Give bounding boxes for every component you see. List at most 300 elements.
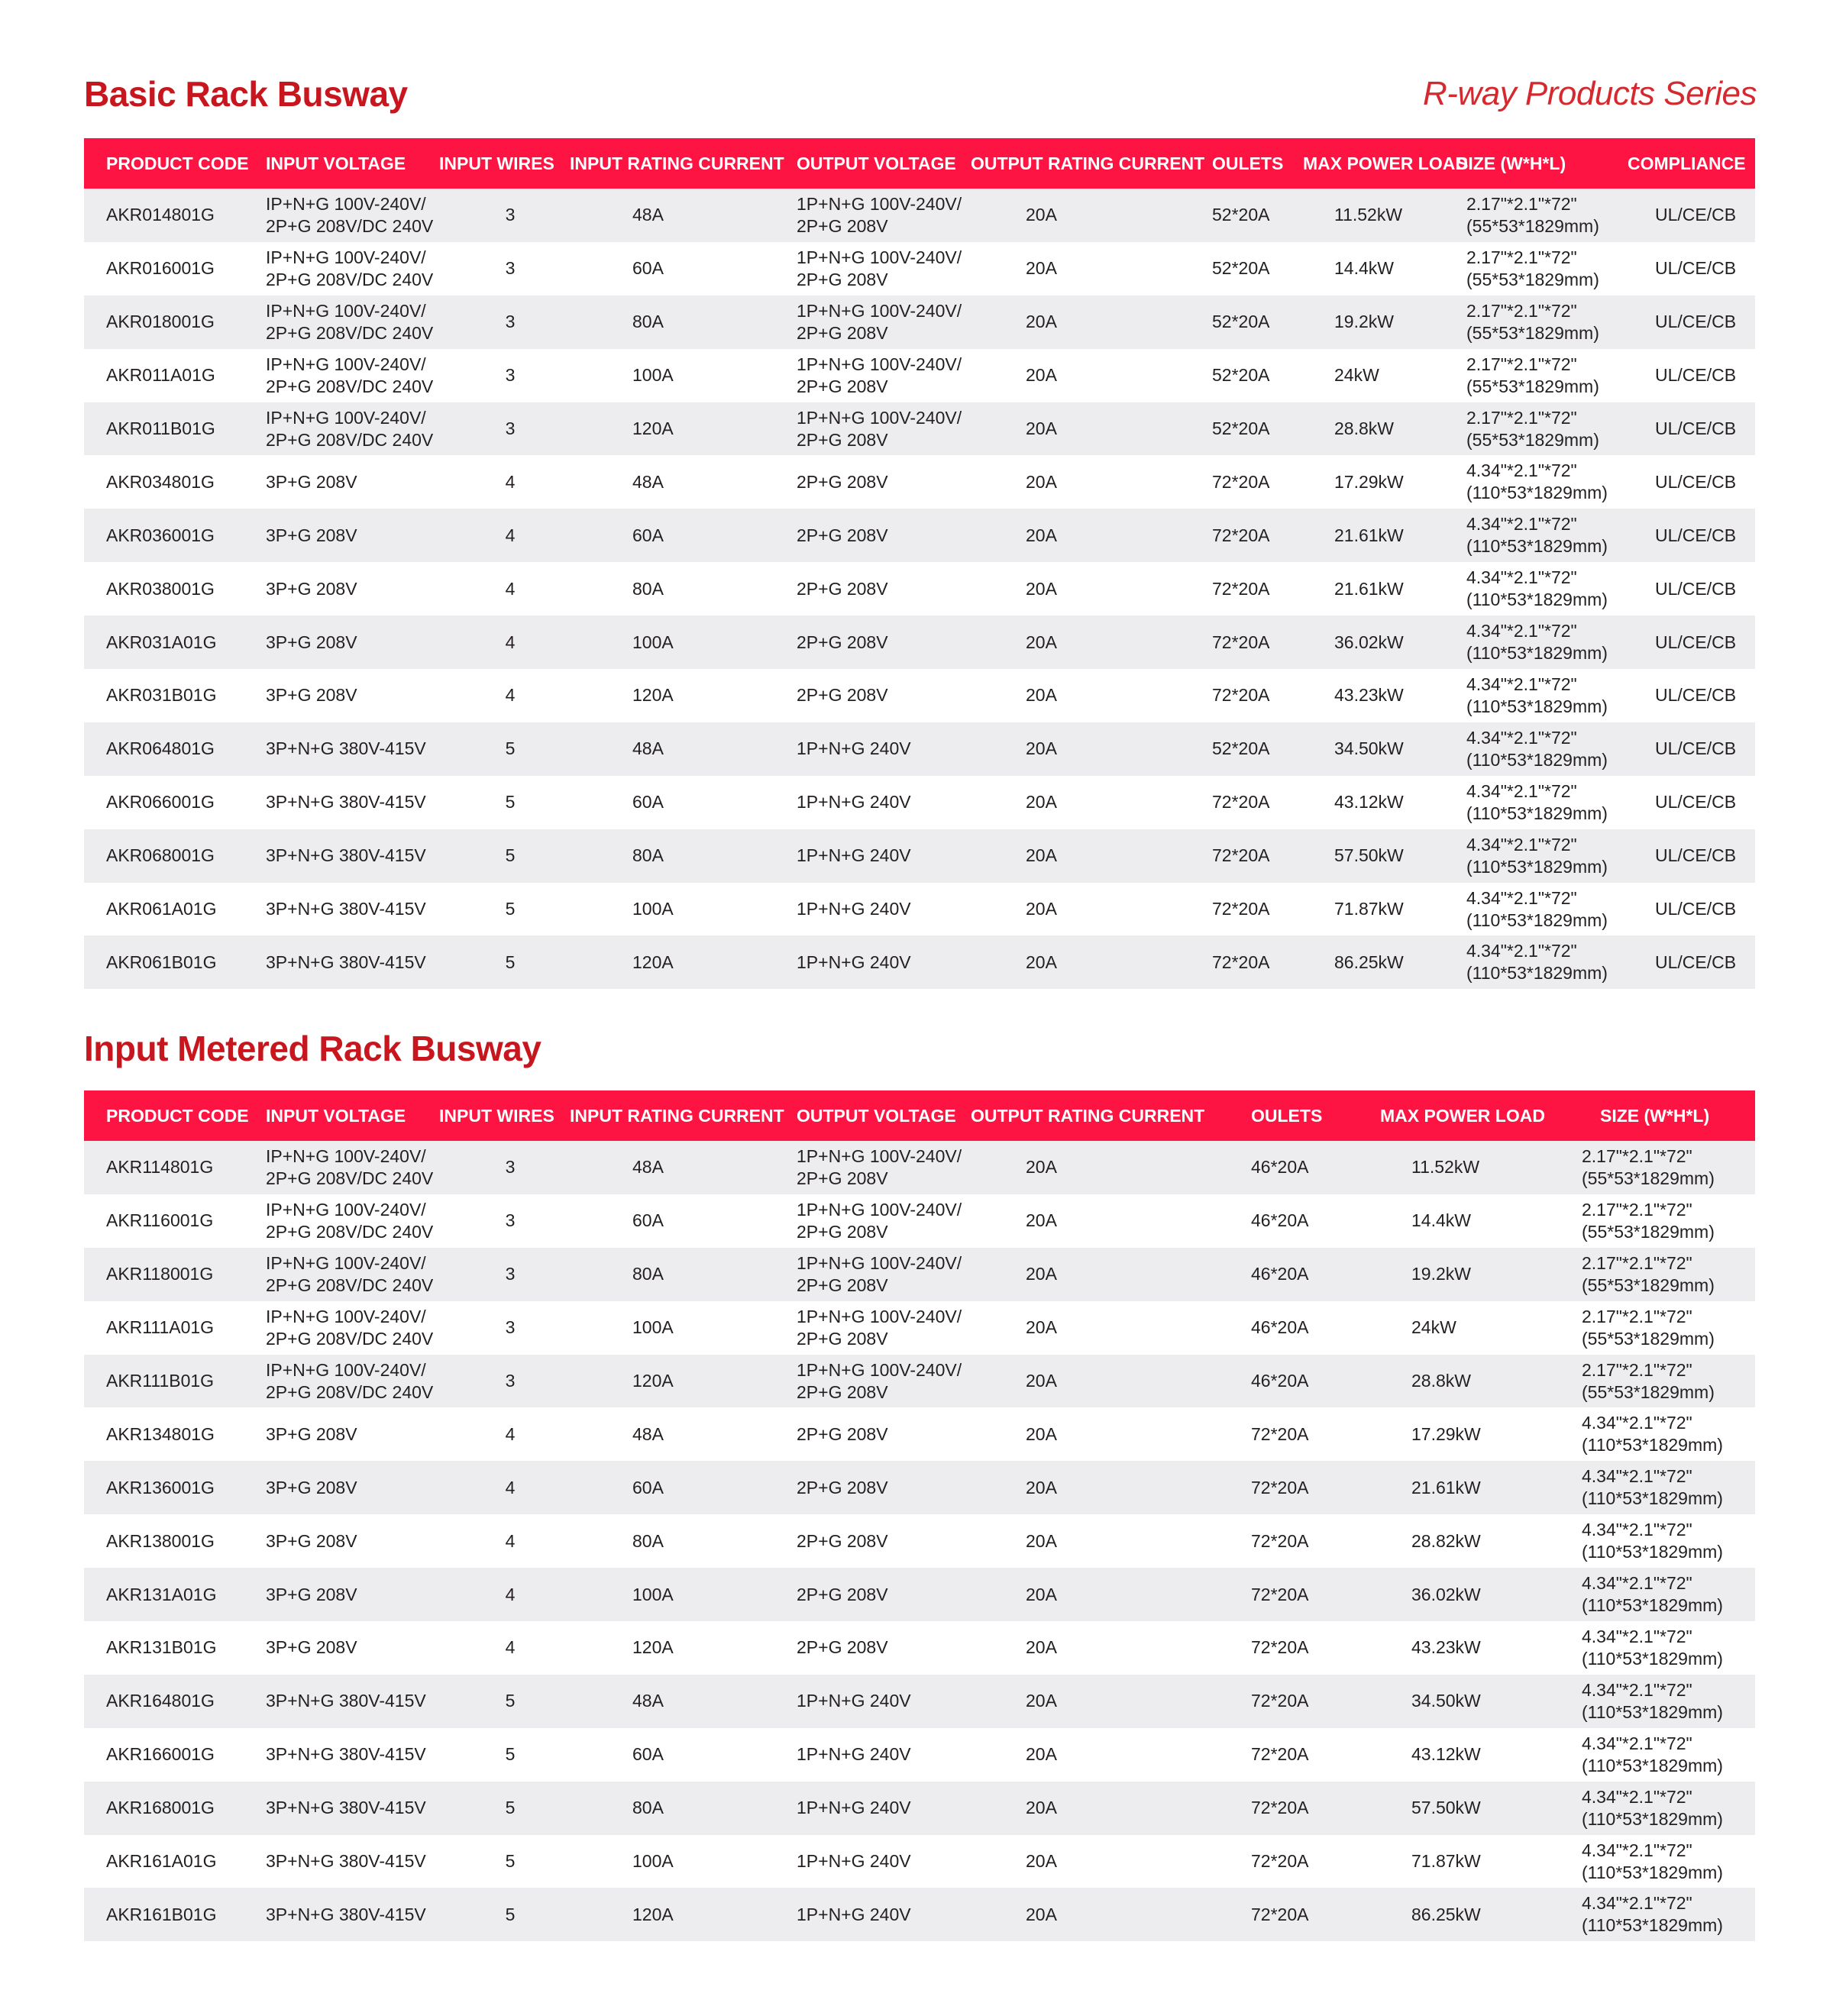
cell-outlets-line: 52*20A xyxy=(1212,312,1270,332)
cell-outlets-line: 72*20A xyxy=(1251,1691,1309,1711)
cell-input-voltage xyxy=(266,1888,426,1941)
cell-product-code xyxy=(106,509,215,562)
cell-input-wires xyxy=(495,1248,525,1301)
cell-input-wires xyxy=(495,1461,525,1514)
cell-output-voltage-line: 1P+N+G 100V-240V/ xyxy=(797,247,962,267)
col-header-size: SIZE (W*H*L) xyxy=(1600,1106,1710,1126)
cell-input-wires-line: 3 xyxy=(505,258,516,279)
cell-output-rating-current-line: 20A xyxy=(1026,205,1057,225)
cell-size xyxy=(1466,509,1608,562)
table-body xyxy=(84,189,1755,989)
cell-output-voltage xyxy=(797,189,962,242)
cell-input-voltage xyxy=(266,1141,433,1194)
cell-output-rating-current xyxy=(1026,562,1102,615)
cell-output-voltage-line: 1P+N+G 100V-240V/ xyxy=(797,300,962,321)
cell-product-code-line: AKR116001G xyxy=(106,1210,214,1231)
cell-max-power-load-line: 43.12kW xyxy=(1334,792,1404,813)
cell-output-rating-current-line: 20A xyxy=(1026,1691,1057,1711)
cell-output-rating-current-line: 20A xyxy=(1026,258,1057,279)
cell-size-line: 4.34"*2.1"*72" xyxy=(1466,460,1577,481)
cell-input-voltage-line: IP+N+G 100V-240V/ xyxy=(266,193,426,214)
cell-input-voltage xyxy=(266,455,357,509)
cell-input-voltage-line: 3P+N+G 380V-415V xyxy=(266,1851,426,1872)
cell-size-line: 2.17"*2.1"*72" xyxy=(1466,300,1577,321)
cell-input-wires-line: 3 xyxy=(505,312,516,332)
cell-input-voltage-line: IP+N+G 100V-240V/ xyxy=(266,407,426,428)
cell-size-line: 4.34"*2.1"*72" xyxy=(1582,1840,1692,1860)
cell-output-rating-current xyxy=(1026,1407,1102,1461)
cell-input-voltage xyxy=(266,189,433,242)
cell-max-power-load xyxy=(1411,1194,1471,1248)
cell-input-voltage-line: 2P+G 208V/DC 240V xyxy=(266,1328,434,1349)
cell-output-rating-current xyxy=(1026,455,1102,509)
cell-max-power-load-line: 86.25kW xyxy=(1334,951,1404,972)
table-row xyxy=(84,562,1755,615)
cell-input-wires xyxy=(495,1782,525,1835)
cell-size-line: (55*53*1829mm) xyxy=(1582,1328,1715,1349)
cell-product-code xyxy=(106,883,216,936)
cell-output-rating-current-line: 20A xyxy=(1026,1317,1057,1338)
cell-output-rating-current xyxy=(1026,1888,1102,1941)
cell-input-wires-line: 3 xyxy=(505,1210,516,1231)
cell-size-line: (55*53*1829mm) xyxy=(1466,322,1599,343)
cell-output-voltage xyxy=(797,296,962,349)
cell-output-rating-current xyxy=(1026,1248,1102,1301)
cell-input-wires-line: 5 xyxy=(505,1798,516,1818)
cell-input-rating-current-line: 60A xyxy=(632,1744,664,1765)
cell-max-power-load xyxy=(1334,402,1394,456)
cell-outlets-line: 72*20A xyxy=(1251,1477,1309,1497)
cell-product-code-line: AKR011A01G xyxy=(106,365,215,386)
cell-size-line: 4.34"*2.1"*72" xyxy=(1582,1520,1692,1540)
cell-outlets xyxy=(1251,1835,1308,1888)
cell-output-voltage-line: 2P+G 208V xyxy=(797,269,888,289)
cell-max-power-load xyxy=(1411,1141,1479,1194)
cell-input-voltage-line: 2P+G 208V/DC 240V xyxy=(266,1275,434,1295)
cell-max-power-load xyxy=(1411,1675,1481,1728)
cell-input-rating-current xyxy=(632,1407,747,1461)
cell-compliance-line: UL/CE/CB xyxy=(1654,792,1737,813)
cell-max-power-load xyxy=(1334,669,1404,722)
cell-input-wires xyxy=(495,562,525,615)
cell-size-line: (110*53*1829mm) xyxy=(1582,1435,1723,1455)
cell-output-rating-current-line: 20A xyxy=(1026,685,1057,706)
cell-input-wires xyxy=(495,1355,525,1408)
cell-input-rating-current-line: 120A xyxy=(632,1904,674,1924)
cell-outlets xyxy=(1251,1568,1308,1621)
table-row xyxy=(84,242,1755,296)
cell-product-code xyxy=(106,1782,215,1835)
cell-max-power-load-line: 43.23kW xyxy=(1411,1637,1481,1658)
cell-size-line: (110*53*1829mm) xyxy=(1582,1648,1723,1669)
cell-size xyxy=(1582,1248,1715,1301)
cell-size-line: 2.17"*2.1"*72" xyxy=(1582,1199,1692,1220)
cell-input-wires-line: 5 xyxy=(505,1691,516,1711)
cell-output-rating-current-line: 20A xyxy=(1026,845,1057,866)
cell-input-voltage xyxy=(266,242,433,296)
cell-size-line: (55*53*1829mm) xyxy=(1582,1275,1715,1295)
cell-product-code xyxy=(106,1248,213,1301)
cell-output-voltage xyxy=(797,829,911,883)
cell-outlets-line: 72*20A xyxy=(1251,1851,1309,1872)
cell-size-line: 4.34"*2.1"*72" xyxy=(1466,514,1577,535)
cell-output-voltage xyxy=(797,402,962,456)
cell-output-voltage xyxy=(797,242,962,296)
cell-output-voltage xyxy=(797,1194,962,1248)
cell-compliance xyxy=(1650,242,1741,296)
cell-input-wires xyxy=(495,349,525,402)
cell-product-code-line: AKR068001G xyxy=(106,845,215,866)
cell-max-power-load xyxy=(1334,776,1404,829)
cell-compliance xyxy=(1650,189,1741,242)
table-row xyxy=(84,722,1755,776)
cell-input-voltage xyxy=(266,402,433,456)
cell-input-rating-current-line: 60A xyxy=(632,792,664,813)
cell-input-wires-line: 5 xyxy=(505,899,516,919)
cell-outlets-line: 72*20A xyxy=(1212,951,1270,972)
cell-compliance xyxy=(1650,402,1741,456)
cell-output-rating-current xyxy=(1026,1728,1102,1782)
basic-rack-busway-table xyxy=(84,138,1755,989)
cell-product-code xyxy=(106,1675,215,1728)
cell-input-wires xyxy=(495,1407,525,1461)
table-row xyxy=(84,1141,1755,1194)
cell-output-voltage xyxy=(797,509,888,562)
cell-size-line: 2.17"*2.1"*72" xyxy=(1466,247,1577,267)
cell-input-voltage xyxy=(266,1355,433,1408)
input-metered-rack-busway-table xyxy=(84,1090,1755,1941)
cell-input-voltage xyxy=(266,1568,357,1621)
cell-compliance xyxy=(1650,509,1741,562)
cell-product-code xyxy=(106,829,215,883)
cell-compliance xyxy=(1650,455,1741,509)
cell-max-power-load xyxy=(1411,1248,1471,1301)
cell-product-code-line: AKR061B01G xyxy=(106,951,217,972)
cell-compliance-line: UL/CE/CB xyxy=(1654,685,1737,706)
cell-outlets xyxy=(1251,1621,1308,1675)
table-row xyxy=(84,1248,1755,1301)
cell-size-line: (110*53*1829mm) xyxy=(1466,483,1608,503)
cell-input-wires xyxy=(495,1888,525,1941)
cell-output-voltage xyxy=(797,1248,962,1301)
cell-input-rating-current xyxy=(632,455,747,509)
cell-max-power-load-line: 36.02kW xyxy=(1334,632,1404,652)
cell-output-rating-current xyxy=(1026,1355,1102,1408)
cell-product-code-line: AKR011B01G xyxy=(106,418,215,438)
cell-input-rating-current xyxy=(632,349,747,402)
cell-input-voltage-line: 3P+N+G 380V-415V xyxy=(266,1744,426,1765)
cell-product-code-line: AKR031B01G xyxy=(106,685,217,706)
cell-max-power-load-line: 19.2kW xyxy=(1411,1264,1471,1284)
cell-size-line: 4.34"*2.1"*72" xyxy=(1466,887,1577,908)
cell-output-rating-current-line: 20A xyxy=(1026,951,1057,972)
cell-output-rating-current-line: 20A xyxy=(1026,1264,1057,1284)
col-header-input-voltage: INPUT VOLTAGE xyxy=(266,1106,406,1126)
series-label: R-way Products Series xyxy=(1423,75,1757,112)
cell-outlets xyxy=(1212,883,1269,936)
cell-input-wires-line: 3 xyxy=(505,1317,516,1338)
cell-output-rating-current-line: 20A xyxy=(1026,525,1057,545)
cell-input-rating-current-line: 60A xyxy=(632,1477,664,1497)
cell-product-code-line: AKR131B01G xyxy=(106,1637,217,1658)
cell-input-voltage-line: 2P+G 208V/DC 240V xyxy=(266,429,434,450)
cell-input-voltage-line: 3P+G 208V xyxy=(266,632,357,652)
cell-output-rating-current-line: 20A xyxy=(1026,418,1057,438)
cell-outlets xyxy=(1212,562,1269,615)
cell-outlets-line: 72*20A xyxy=(1251,1637,1309,1658)
cell-max-power-load xyxy=(1334,935,1404,989)
cell-size xyxy=(1466,776,1608,829)
cell-input-voltage xyxy=(266,349,433,402)
table-row xyxy=(84,1301,1755,1355)
cell-input-wires xyxy=(495,935,525,989)
cell-max-power-load-line: 14.4kW xyxy=(1334,258,1394,279)
cell-product-code xyxy=(106,296,215,349)
cell-input-voltage xyxy=(266,1248,433,1301)
cell-size-line: (55*53*1829mm) xyxy=(1466,429,1599,450)
cell-output-rating-current xyxy=(1026,1194,1102,1248)
table-row xyxy=(84,1194,1755,1248)
cell-input-voltage xyxy=(266,883,426,936)
cell-input-rating-current-line: 60A xyxy=(632,258,664,279)
cell-input-wires xyxy=(495,1141,525,1194)
cell-output-voltage-line: 1P+N+G 240V xyxy=(797,738,911,759)
table-row xyxy=(84,1782,1755,1835)
cell-input-rating-current xyxy=(632,1835,747,1888)
cell-max-power-load-line: 28.8kW xyxy=(1411,1371,1471,1391)
cell-input-wires-line: 4 xyxy=(505,1637,516,1658)
cell-output-voltage-line: 2P+G 208V xyxy=(797,322,888,343)
cell-size-line: (55*53*1829mm) xyxy=(1582,1221,1715,1242)
cell-product-code-line: AKR066001G xyxy=(106,792,215,813)
cell-product-code-line: AKR114801G xyxy=(106,1157,214,1178)
cell-output-rating-current-line: 20A xyxy=(1026,1423,1057,1444)
cell-output-rating-current xyxy=(1026,935,1102,989)
cell-input-voltage xyxy=(266,1301,433,1355)
cell-outlets xyxy=(1251,1194,1308,1248)
cell-size-line: (110*53*1829mm) xyxy=(1466,803,1608,823)
cell-input-wires xyxy=(495,669,525,722)
cell-input-voltage-line: IP+N+G 100V-240V/ xyxy=(266,300,426,321)
cell-input-voltage xyxy=(266,1675,426,1728)
cell-product-code-line: AKR168001G xyxy=(106,1798,215,1818)
col-header-outlets: OULETS xyxy=(1251,1106,1323,1126)
cell-input-voltage-line: IP+N+G 100V-240V/ xyxy=(266,1252,426,1273)
cell-output-rating-current-line: 20A xyxy=(1026,1530,1057,1551)
cell-input-rating-current-line: 48A xyxy=(632,205,664,225)
cell-max-power-load xyxy=(1334,509,1404,562)
col-header-size: SIZE (W*H*L) xyxy=(1456,153,1566,173)
cell-max-power-load-line: 17.29kW xyxy=(1411,1423,1481,1444)
cell-input-voltage-line: IP+N+G 100V-240V/ xyxy=(266,1199,426,1220)
table-row xyxy=(84,1835,1755,1888)
cell-input-voltage xyxy=(266,1194,433,1248)
cell-output-rating-current-line: 20A xyxy=(1026,1904,1057,1924)
cell-input-voltage-line: 3P+N+G 380V-415V xyxy=(266,1691,426,1711)
cell-outlets xyxy=(1251,1141,1308,1194)
cell-input-wires xyxy=(495,1301,525,1355)
cell-size xyxy=(1466,722,1608,776)
cell-output-rating-current-line: 20A xyxy=(1026,1477,1057,1497)
cell-input-rating-current-line: 48A xyxy=(632,1157,664,1178)
cell-output-voltage-line: 2P+G 208V xyxy=(797,578,888,599)
cell-input-voltage-line: 3P+G 208V xyxy=(266,1584,357,1604)
cell-output-rating-current xyxy=(1026,402,1102,456)
cell-product-code xyxy=(106,349,215,402)
cell-input-voltage-line: IP+N+G 100V-240V/ xyxy=(266,1145,426,1166)
cell-max-power-load xyxy=(1411,1782,1481,1835)
cell-product-code xyxy=(106,669,216,722)
cell-input-wires-line: 5 xyxy=(505,1744,516,1765)
cell-outlets-line: 72*20A xyxy=(1251,1798,1309,1818)
cell-product-code xyxy=(106,1355,214,1408)
cell-product-code xyxy=(106,402,215,456)
cell-size-line: 4.34"*2.1"*72" xyxy=(1582,1893,1692,1914)
cell-product-code-line: AKR036001G xyxy=(106,525,215,545)
cell-size-line: 4.34"*2.1"*72" xyxy=(1582,1733,1692,1753)
cell-output-voltage-line: 1P+N+G 240V xyxy=(797,1798,911,1818)
cell-input-voltage-line: 3P+G 208V xyxy=(266,578,357,599)
cell-outlets xyxy=(1212,615,1269,669)
cell-input-voltage-line: 3P+N+G 380V-415V xyxy=(266,845,426,866)
cell-max-power-load-line: 57.50kW xyxy=(1411,1798,1481,1818)
cell-compliance xyxy=(1650,722,1741,776)
cell-max-power-load-line: 34.50kW xyxy=(1411,1691,1481,1711)
cell-size-line: (110*53*1829mm) xyxy=(1466,643,1608,664)
cell-max-power-load-line: 36.02kW xyxy=(1411,1584,1481,1604)
cell-product-code xyxy=(106,1888,216,1941)
cell-output-voltage-line: 1P+N+G 100V-240V/ xyxy=(797,193,962,214)
col-header-max-power-load: MAX POWER LOAD xyxy=(1303,153,1468,173)
cell-output-voltage-line: 1P+N+G 240V xyxy=(797,1851,911,1872)
cell-input-wires xyxy=(495,1568,525,1621)
cell-input-rating-current xyxy=(632,402,747,456)
table-row xyxy=(84,1728,1755,1782)
cell-input-rating-current-line: 80A xyxy=(632,1530,664,1551)
cell-output-voltage-line: 2P+G 208V xyxy=(797,1168,888,1188)
cell-input-rating-current-line: 48A xyxy=(632,471,664,492)
cell-output-rating-current xyxy=(1026,1141,1102,1194)
cell-product-code xyxy=(106,1514,215,1568)
cell-output-voltage xyxy=(797,935,911,989)
cell-outlets xyxy=(1212,402,1269,456)
table-row xyxy=(84,1407,1755,1461)
col-header-input-rating-current: INPUT RATING CURRENT xyxy=(570,153,784,173)
cell-input-voltage-line: 3P+G 208V xyxy=(266,1477,357,1497)
cell-input-voltage-line: IP+N+G 100V-240V/ xyxy=(266,1359,426,1380)
cell-input-wires-line: 5 xyxy=(505,1904,516,1924)
cell-size-line: 2.17"*2.1"*72" xyxy=(1582,1359,1692,1380)
cell-max-power-load xyxy=(1334,455,1404,509)
cell-max-power-load xyxy=(1334,722,1404,776)
cell-input-voltage-line: 2P+G 208V/DC 240V xyxy=(266,269,434,289)
cell-output-rating-current xyxy=(1026,1514,1102,1568)
cell-compliance-line: UL/CE/CB xyxy=(1654,899,1737,919)
cell-input-voltage-line: 3P+G 208V xyxy=(266,525,357,545)
table-row xyxy=(84,1514,1755,1568)
cell-compliance-line: UL/CE/CB xyxy=(1654,258,1737,279)
cell-output-voltage xyxy=(797,1461,888,1514)
cell-size-line: (110*53*1829mm) xyxy=(1582,1808,1723,1829)
cell-compliance xyxy=(1650,883,1741,936)
cell-input-rating-current xyxy=(632,669,747,722)
cell-input-voltage-line: 3P+N+G 380V-415V xyxy=(266,951,426,972)
cell-compliance xyxy=(1650,296,1741,349)
cell-output-voltage xyxy=(797,669,888,722)
cell-compliance xyxy=(1650,562,1741,615)
cell-max-power-load xyxy=(1411,1728,1481,1782)
cell-max-power-load-line: 21.61kW xyxy=(1334,578,1404,599)
cell-input-wires xyxy=(495,1194,525,1248)
cell-input-rating-current-line: 100A xyxy=(632,1584,674,1604)
cell-input-wires-line: 5 xyxy=(505,951,516,972)
cell-output-voltage-line: 2P+G 208V xyxy=(797,1477,888,1497)
cell-output-voltage-line: 2P+G 208V xyxy=(797,215,888,236)
cell-product-code-line: AKR164801G xyxy=(106,1691,215,1711)
cell-size xyxy=(1582,1194,1715,1248)
cell-max-power-load xyxy=(1411,1407,1481,1461)
table-row xyxy=(84,189,1755,242)
cell-input-rating-current-line: 80A xyxy=(632,312,664,332)
cell-output-voltage-line: 2P+G 208V xyxy=(797,685,888,706)
cell-input-voltage-line: 2P+G 208V/DC 240V xyxy=(266,215,434,236)
cell-max-power-load-line: 11.52kW xyxy=(1411,1157,1480,1178)
cell-output-voltage-line: 2P+G 208V xyxy=(797,429,888,450)
cell-output-voltage-line: 1P+N+G 240V xyxy=(797,1904,911,1924)
cell-size xyxy=(1466,242,1599,296)
cell-input-voltage-line: 3P+N+G 380V-415V xyxy=(266,1798,426,1818)
cell-input-wires-line: 4 xyxy=(505,525,516,545)
cell-input-wires xyxy=(495,1621,525,1675)
cell-input-voltage xyxy=(266,776,426,829)
cell-size-line: 4.34"*2.1"*72" xyxy=(1466,727,1577,748)
cell-output-voltage-line: 1P+N+G 100V-240V/ xyxy=(797,1252,962,1273)
cell-output-voltage-line: 1P+N+G 100V-240V/ xyxy=(797,1145,962,1166)
cell-size-line: (55*53*1829mm) xyxy=(1582,1168,1715,1188)
cell-output-rating-current xyxy=(1026,349,1102,402)
cell-outlets-line: 72*20A xyxy=(1212,578,1270,599)
cell-input-rating-current xyxy=(632,1888,747,1941)
cell-product-code xyxy=(106,776,215,829)
cell-output-rating-current xyxy=(1026,722,1102,776)
cell-input-rating-current-line: 120A xyxy=(632,951,674,972)
cell-input-voltage xyxy=(266,296,433,349)
cell-size-line: 4.34"*2.1"*72" xyxy=(1582,1413,1692,1433)
cell-output-rating-current-line: 20A xyxy=(1026,1798,1057,1818)
cell-max-power-load xyxy=(1334,883,1404,936)
cell-output-voltage xyxy=(797,1301,962,1355)
cell-input-rating-current xyxy=(632,829,747,883)
cell-outlets-line: 46*20A xyxy=(1251,1371,1309,1391)
col-header-compliance: COMPLIANCE xyxy=(1628,153,1746,173)
cell-input-rating-current xyxy=(632,562,747,615)
cell-max-power-load xyxy=(1334,296,1394,349)
table-row xyxy=(84,455,1755,509)
col-header-product-code: PRODUCT CODE xyxy=(106,1106,249,1126)
cell-input-wires-line: 3 xyxy=(505,365,516,386)
cell-max-power-load xyxy=(1334,829,1404,883)
cell-input-wires-line: 4 xyxy=(505,1584,516,1604)
cell-input-rating-current-line: 100A xyxy=(632,365,674,386)
cell-size-line: 4.34"*2.1"*72" xyxy=(1466,674,1577,694)
cell-output-voltage xyxy=(797,1728,911,1782)
cell-input-rating-current xyxy=(632,1675,747,1728)
cell-input-rating-current-line: 100A xyxy=(632,899,674,919)
cell-input-voltage xyxy=(266,1514,357,1568)
cell-input-wires xyxy=(495,829,525,883)
table-row xyxy=(84,883,1755,936)
cell-size-line: 4.34"*2.1"*72" xyxy=(1582,1626,1692,1646)
